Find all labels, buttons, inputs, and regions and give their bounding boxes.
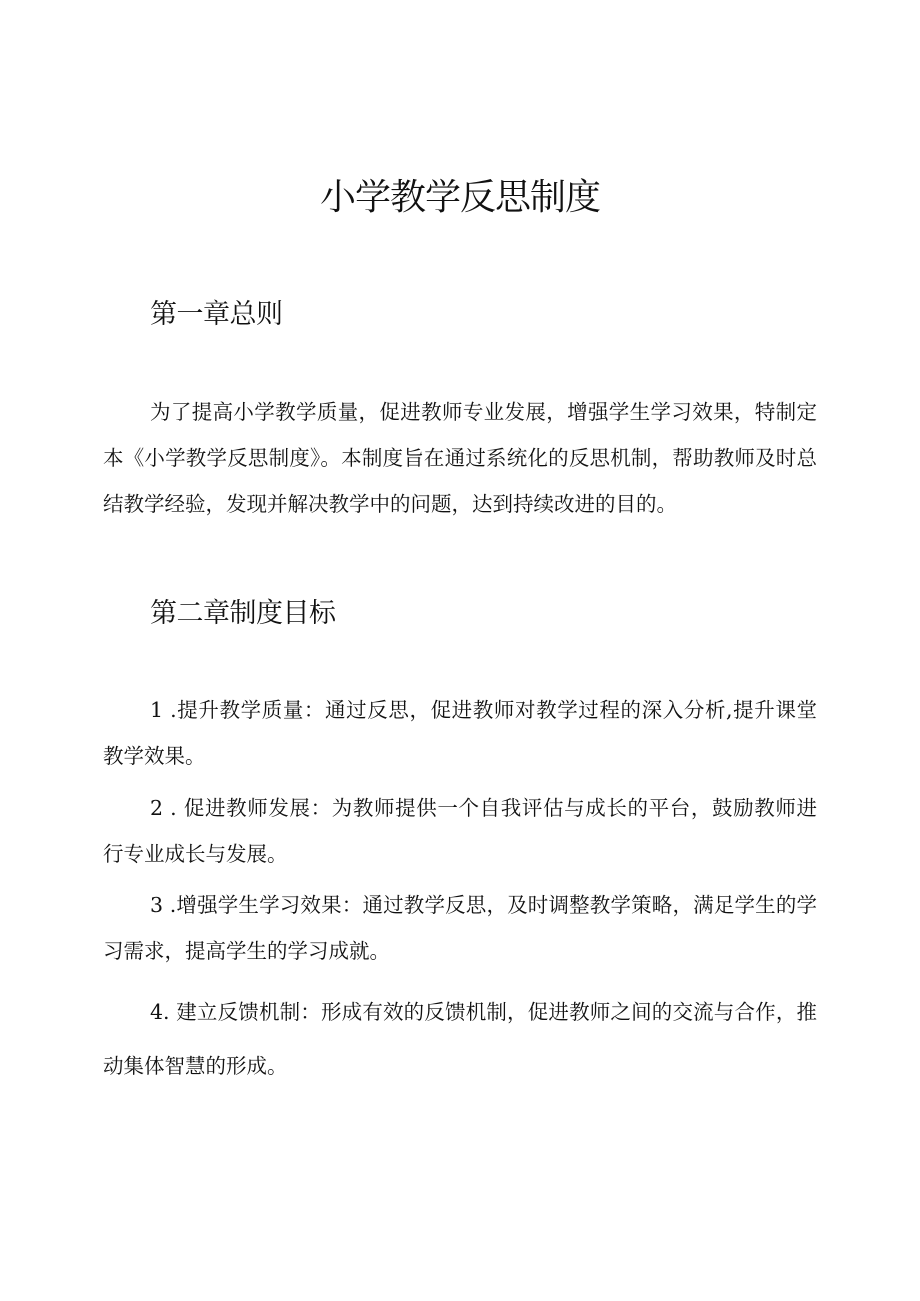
goal-item-3: 3 .增强学生学习效果：通过教学反思，及时调整教学策略，满足学生的学习需求，提高学生的学习成就。: [103, 893, 817, 963]
chapter-2-heading: 第二章制度目标: [150, 598, 336, 629]
goal-item-4: 4. 建立反馈机制：形成有效的反馈机制，促进教师之间的交流与合作，推动集体智慧的形成。: [103, 1000, 817, 1078]
goal-item-1: 1 .提升教学质量：通过反思，促进教师对教学过程的深入分析,提升课堂教学效果。: [103, 698, 817, 768]
chapter-1-paragraph: 为了提高小学教学质量，促进教师专业发展，增强学生学习效果，特制定本《小学教学反思制度》。本制度旨在通过系统化的反思机制，帮助教师及时总结教学经验，发现并解决教学中的问题，达到持续改进的目的。: [103, 400, 817, 516]
goal-item-2: 2 . 促进教师发展：为教师提供一个自我评估与成长的平台，鼓励教师进行专业成长与发展。: [103, 796, 817, 866]
chapter-1-heading: 第一章总则: [150, 299, 283, 330]
document-title: 小学教学反思制度: [319, 177, 600, 218]
